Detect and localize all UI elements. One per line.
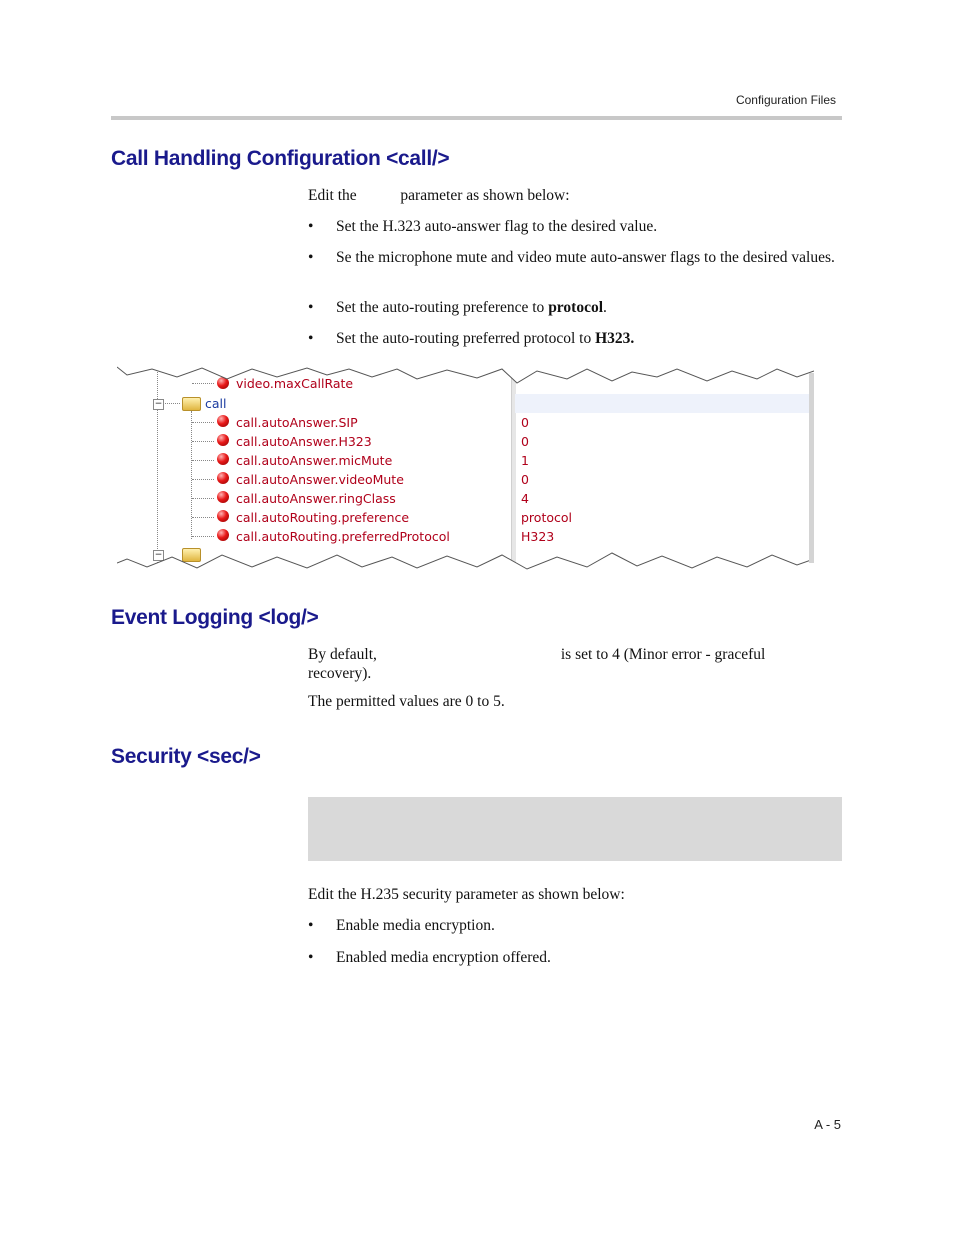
call-bullet-3-text: Set the auto-routing preference to protocol.: [336, 299, 607, 316]
call-bullet-4-bold: H323.: [595, 330, 635, 347]
call-bullet-2: [308, 248, 842, 286]
call-intro-before: Edit the: [308, 187, 357, 204]
log-para-1-cont: recovery).: [308, 665, 372, 682]
tree-value[interactable]: H323: [521, 529, 555, 544]
call-bullet-3: [308, 298, 842, 317]
sec-bullet-2: [308, 948, 842, 967]
call-intro-after: parameter as shown below:: [400, 187, 570, 204]
tree-value[interactable]: 4: [521, 491, 529, 506]
call-bullet-2-text: Se the microphone mute and video mute auto-answer flags to the desired values.: [336, 249, 835, 266]
call-bullet-3-bold: protocol: [548, 299, 604, 316]
config-tree-screenshot: [117, 363, 814, 575]
log-para-2: The permitted values are 0 to 5.: [308, 693, 505, 710]
tree-node[interactable]: call.autoAnswer.micMute: [236, 453, 393, 468]
bullet-glyph: •: [308, 218, 314, 235]
collapse-icon[interactable]: −: [154, 399, 163, 409]
call-bullet-1-text: Set the H.323 auto-answer flag to the desired value.: [336, 218, 658, 235]
tree-value[interactable]: protocol: [521, 510, 572, 525]
tree-value[interactable]: 0: [521, 434, 529, 449]
bullet-glyph: •: [308, 330, 314, 347]
tree-node[interactable]: call.autoAnswer.H323: [236, 434, 372, 449]
tree-node[interactable]: call.autoRouting.preferredProtocol: [236, 529, 450, 544]
running-header: Configuration Files: [735, 93, 836, 107]
bullet-glyph: •: [308, 299, 314, 316]
tree-node[interactable]: call.autoAnswer.SIP: [236, 415, 358, 430]
note-box: [308, 797, 842, 861]
bullet-glyph: •: [308, 917, 314, 934]
torn-edge-decoration: [117, 363, 814, 575]
call-section-heading: Call Handling Configuration <call/>: [111, 147, 450, 170]
tree-node[interactable]: call.autoAnswer.ringClass: [236, 491, 396, 506]
collapse-icon[interactable]: −: [154, 550, 163, 560]
tree-node[interactable]: call.autoAnswer.videoMute: [236, 472, 404, 487]
sec-bullet-1: [308, 916, 842, 935]
log-para-1-after: is set to 4 (Minor error - graceful: [560, 646, 766, 663]
call-bullet-4: [308, 329, 842, 348]
header-rule: [111, 116, 842, 120]
tree-node-partial: video.maxCallRate: [236, 376, 354, 391]
call-bullet-4-text: Set the auto-routing preferred protocol to H323.: [336, 330, 635, 347]
log-para-1: [308, 645, 842, 683]
sec-bullet-1-text: Enable media encryption.: [336, 917, 495, 934]
bullet-glyph: •: [308, 949, 314, 966]
tree-folder-call[interactable]: call: [205, 396, 227, 411]
sec-intro: Edit the H.235 security parameter as shown below:: [308, 886, 625, 903]
tree-value[interactable]: 0: [521, 415, 529, 430]
tree-node[interactable]: call.autoRouting.preference: [236, 510, 410, 525]
sec-section-heading: Security <sec/>: [111, 745, 261, 768]
bullet-glyph: •: [308, 249, 314, 266]
tree-value[interactable]: 1: [521, 453, 529, 468]
call-bullet-1: [308, 217, 842, 236]
log-para-1-before: By default,: [308, 646, 377, 663]
tree-value[interactable]: 0: [521, 472, 529, 487]
log-section-heading: Event Logging <log/>: [111, 606, 319, 629]
sec-bullet-2-text: Enabled media encryption offered.: [336, 949, 551, 966]
call-intro: [308, 186, 842, 205]
page-number: A - 5: [814, 1117, 841, 1132]
